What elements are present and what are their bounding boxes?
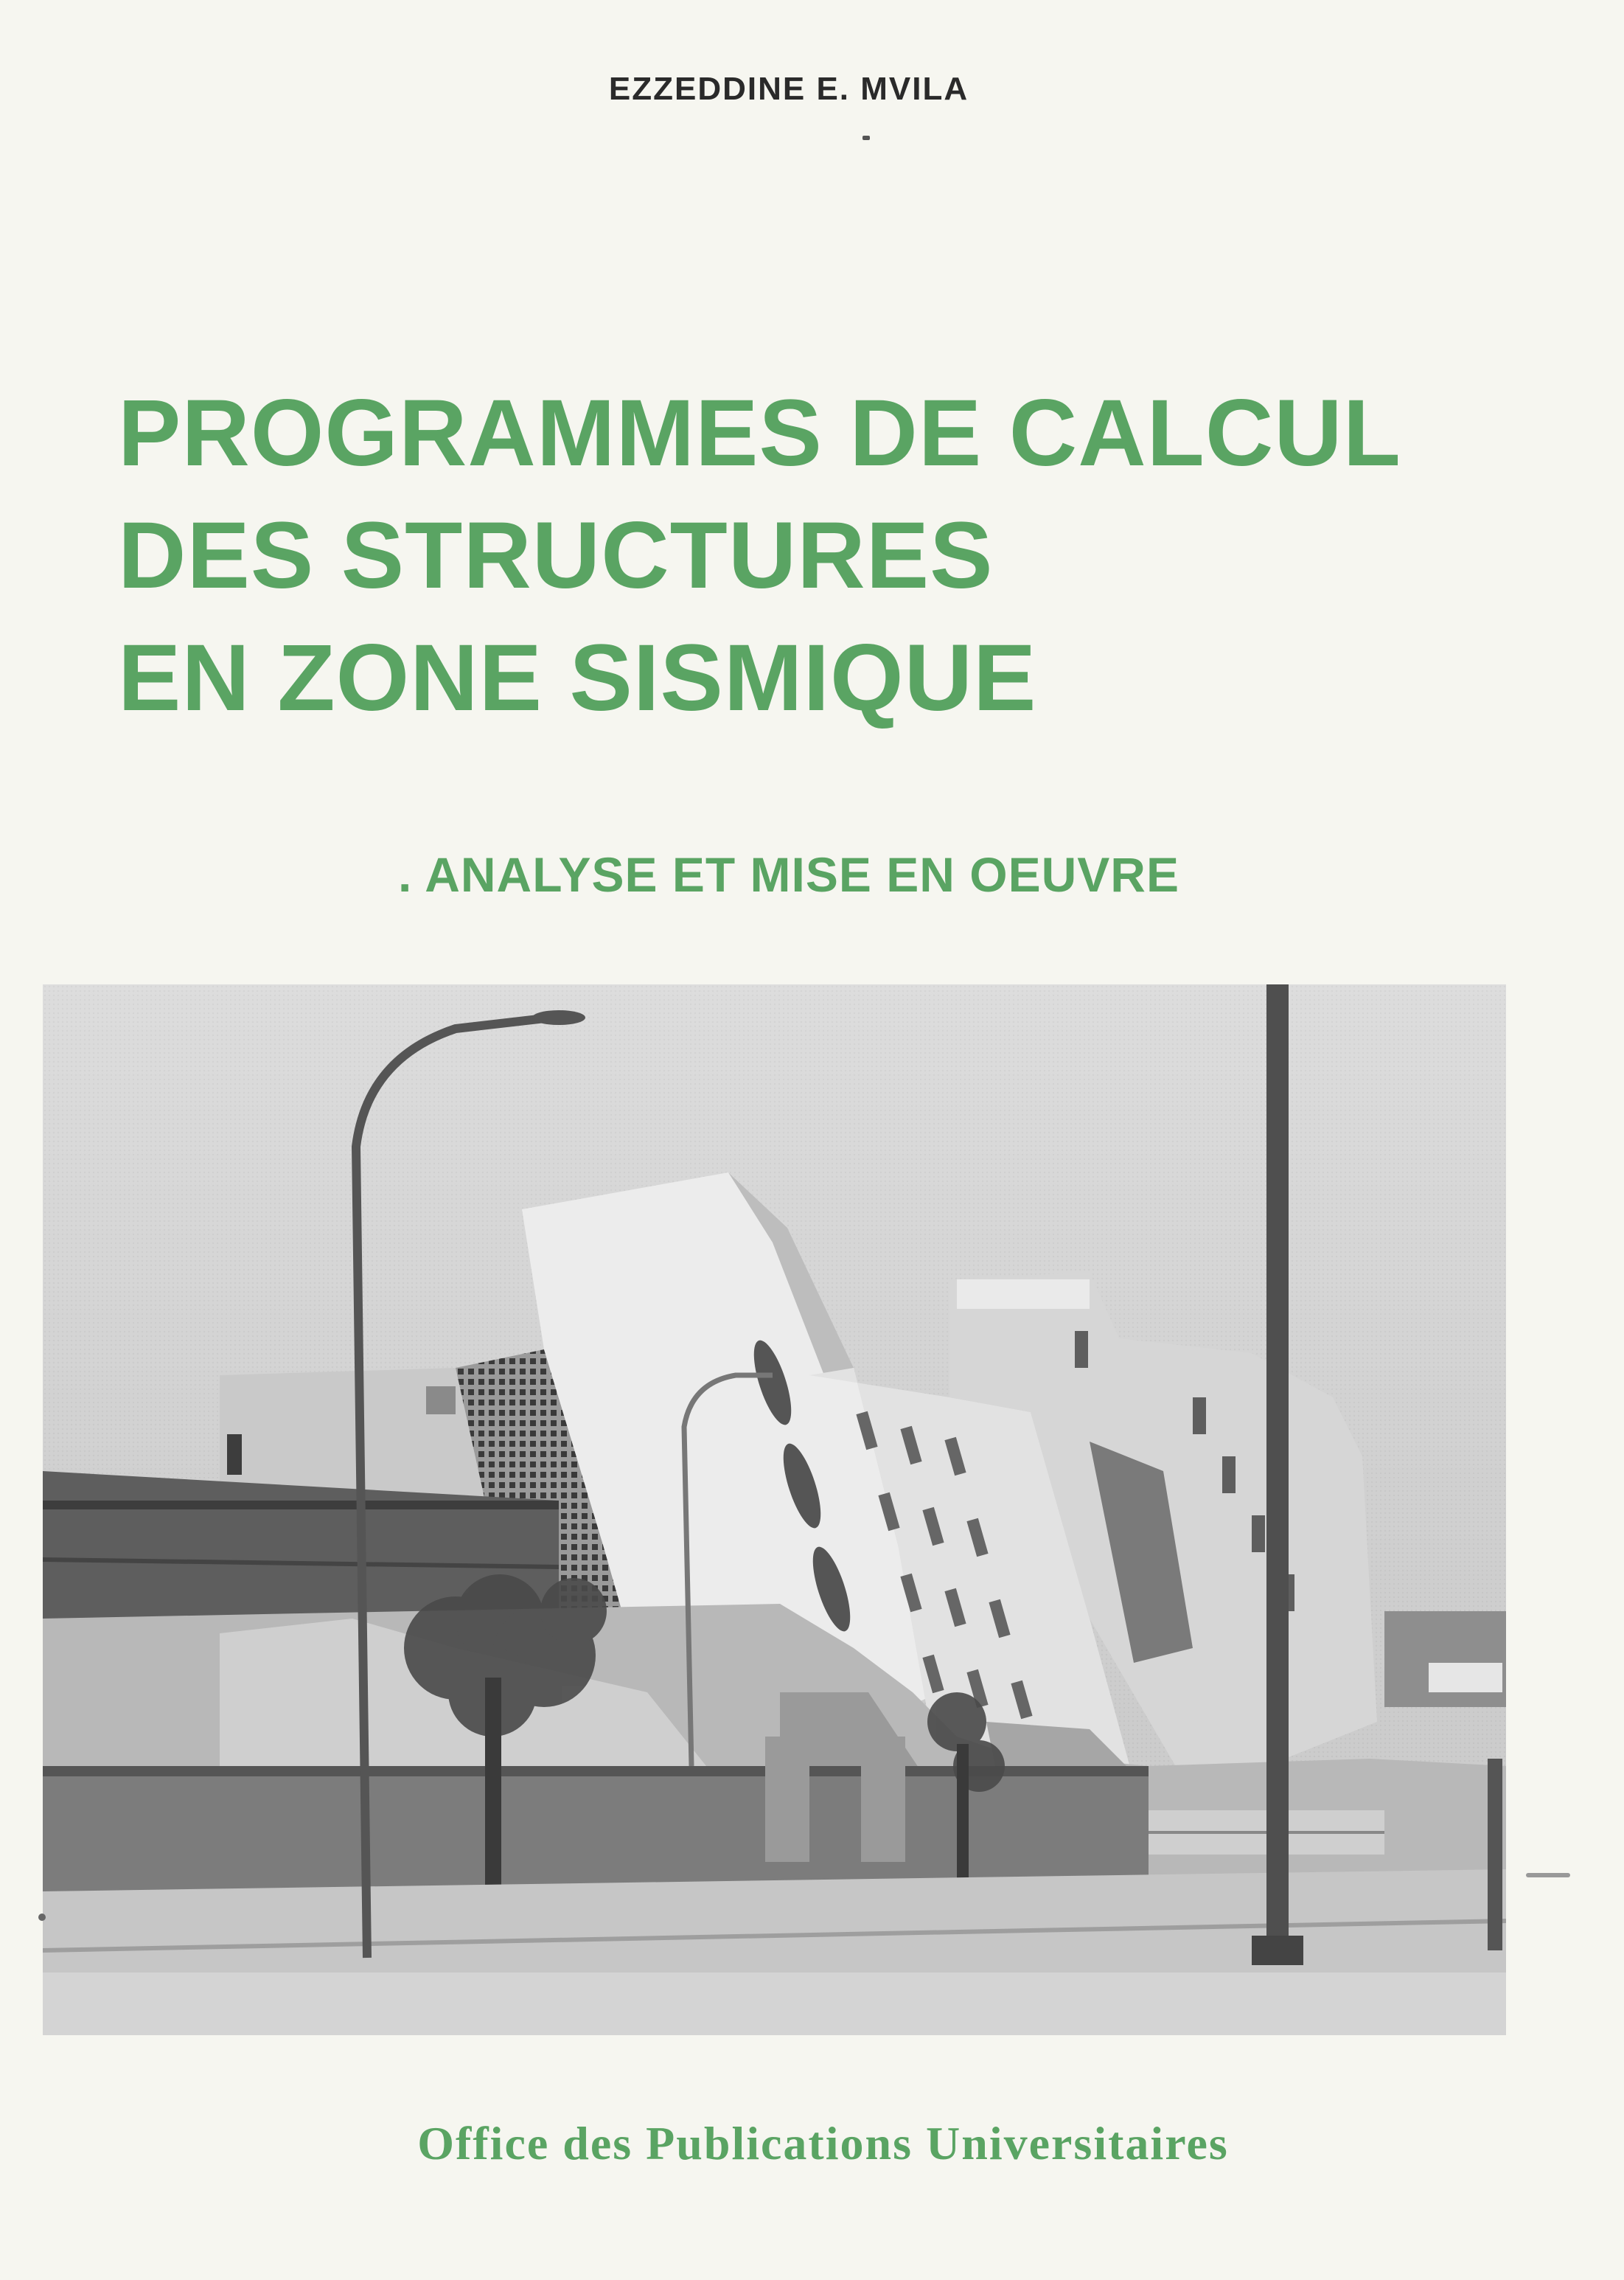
print-speck xyxy=(38,1914,46,1921)
earthquake-photo-illustration xyxy=(43,984,1506,2035)
print-speck xyxy=(1526,1873,1570,1877)
book-title xyxy=(118,372,1578,740)
publisher-name: Office des Publications Universitaires xyxy=(417,2117,1229,2169)
title-line-1: PROGRAMMES DE CALCUL xyxy=(118,380,1401,486)
author-name: EZZEDDINE E. MVILA xyxy=(608,71,969,107)
cover-photo-collapsed-buildings xyxy=(43,984,1506,2035)
title-line-2: DES STRUCTURES xyxy=(118,503,994,608)
print-speck xyxy=(862,136,870,140)
title-line-3: EN ZONE SISMIQUE xyxy=(118,625,1037,731)
book-subtitle: . ANALYSE ET MISE EN OEUVRE xyxy=(398,847,1179,902)
